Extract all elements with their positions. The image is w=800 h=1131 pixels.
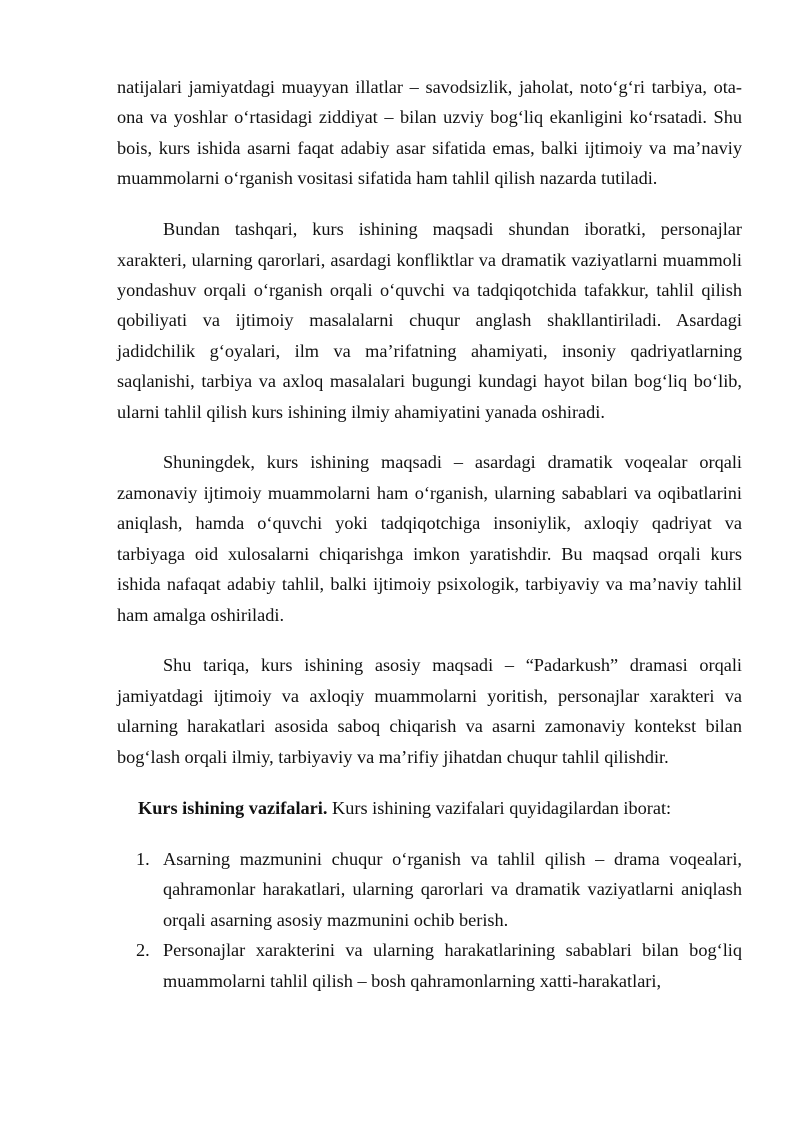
paragraph-continuation: natijalari jamiyatdagi muayyan illatlar – savodsizlik, jaholat, noto‘g‘ri tarbiya, ota-ona va yoshlar o‘rtasidagi ziddiyat – bilan uzviy bog‘liq ekanligini ko‘rsatadi. Shu bois, kurs ishida asarni faqat adabiy asar sifatida emas, balki ijtimoiy va ma’naviy muammolarni o‘rganish vositasi sifatida ham tahlil qilish nazarda tutiladi. — [117, 77, 742, 189]
list-item-number: 2. — [136, 940, 150, 961]
list-item — [117, 935, 742, 996]
list-item-text: Personajlar xarakterini va ularning harakatlarining sabablari bilan bog‘liq muammolarni tahlil qilish – bosh qahramonlarning xatti-harakatlari, — [163, 940, 742, 991]
tasks-heading-paragraph — [117, 793, 742, 823]
list-item-number: 1. — [136, 848, 150, 869]
list-item-text: Asarning mazmunini chuqur o‘rganish va tahlil qilish – drama voqealari, qahramonlar harakatlari, ularning qarorlari va dramatik vaziyatlarni aniqlash orqali asarning asosiy mazmunini ochib berish. — [163, 848, 742, 930]
document-page — [117, 72, 742, 996]
tasks-list — [117, 844, 742, 996]
paragraph-goal-characters: Bundan tashqari, kurs ishining maqsadi shundan iboratki, personajlar xarakteri, ularning qarorlari, asardagi konfliktlar va dramatik vaziyatlarni muammoli yondashuv orqali o‘rganish orqali o‘quvchi va tadqiqotchida tafakkur, tahlil qilish qobiliyati va ijtimoiy masalalarni chuqur anglash shakllantiriladi. Asardagi jadidchilik g‘oyalari, ilm va ma’rifatning ahamiyati, insoniy qadriyatlarning saqlanishi, tarbiya va axloq masalalari bugungi kundagi hayot bilan bog‘liq bo‘lib, ularni tahlil qilish kurs ishining ilmiy ahamiyatini yanada oshiradi. — [117, 219, 742, 422]
tasks-heading-text: Kurs ishining vazifalari quyidagilardan iborat: — [327, 797, 672, 818]
paragraph-goal-social-problems: Shuningdek, kurs ishining maqsadi – asardagi dramatik voqealar orqali zamonaviy ijtimoiy muammolarni ham o‘rganish, ularning sabablari va oqibatlarini aniqlash, hamda o‘quvchi yoki tadqiqotchiga insoniylik, axloqiy qadriyat va tarbiyaga oid xulosalarni chiqarishga imkon yaratishdir. Bu maqsad orqali kurs ishida nafaqat adabiy tahlil, balki ijtimoiy psixologik, tarbiyaviy va ma’naviy tahlil ham amalga oshiriladi. — [117, 452, 742, 625]
list-item — [117, 844, 742, 935]
paragraph-main-goal: Shu tariqa, kurs ishining asosiy maqsadi – “Padarkush” dramasi orqali jamiyatdagi ijtimoiy va axloqiy muammolarni yoritish, personajlar xarakteri va ularning harakatlari asosida saboq chiqarish va asarni zamonaviy kontekst bilan bog‘lash orqali ilmiy, tarbiyaviy va ma’rifiy jihatdan chuqur tahlil qilishdir. — [117, 655, 742, 767]
tasks-heading-bold: Kurs ishining vazifalari. — [138, 797, 328, 818]
